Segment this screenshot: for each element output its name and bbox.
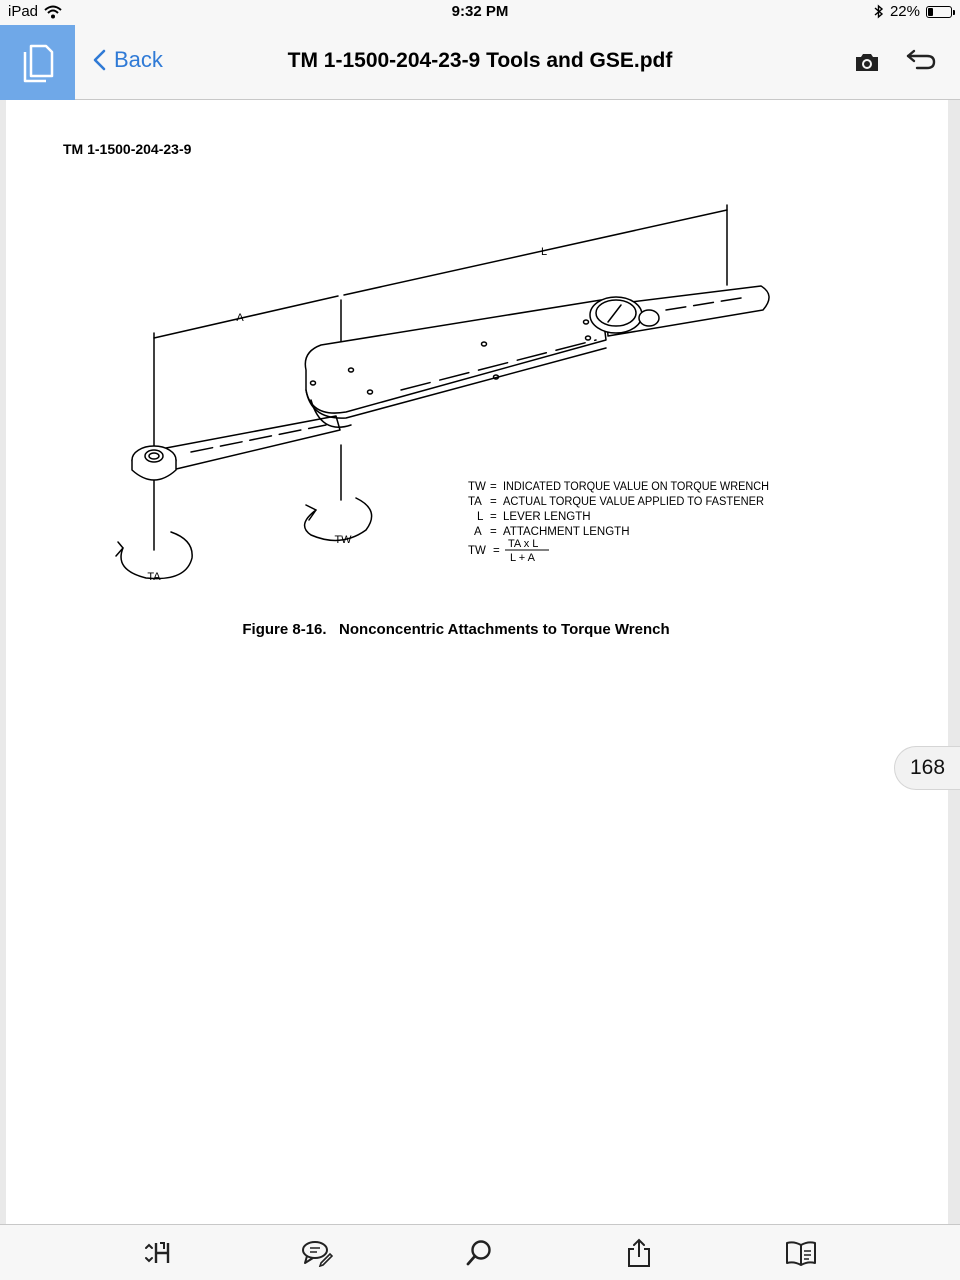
document-viewer[interactable]	[0, 100, 960, 1224]
legend-text-0: INDICATED TORQUE VALUE ON TORQUE WRENCH	[503, 481, 769, 493]
legend-eq-3: =	[490, 526, 497, 538]
camera-icon	[854, 51, 880, 73]
navigation-bar	[0, 25, 960, 100]
legend-eq-1: =	[490, 496, 497, 508]
figure-legend	[468, 481, 769, 564]
comment-icon	[301, 1239, 333, 1267]
a-dimension-line	[154, 296, 338, 338]
documents-button[interactable]	[0, 25, 75, 100]
device-name: iPad	[8, 3, 39, 20]
reader-icon	[785, 1239, 817, 1267]
legend-sym-1: TA	[468, 496, 482, 508]
battery-icon	[926, 6, 952, 18]
legend-sym-0: TW	[468, 481, 486, 493]
legend-sym-3: A	[474, 526, 482, 538]
formula-lhs: TW	[468, 545, 486, 557]
formula-eq: =	[493, 545, 500, 557]
legend-text-1: ACTUAL TORQUE VALUE APPLIED TO FASTENER	[503, 496, 764, 508]
page-number-badge[interactable]: 168	[894, 746, 960, 790]
wrench-body	[305, 300, 606, 413]
battery-percent: 22%	[889, 3, 920, 20]
l-dimension-line	[344, 210, 727, 295]
torque-wrench-figure	[6, 190, 906, 610]
thumbnails-button[interactable]	[140, 1237, 174, 1269]
legend-eq-2: =	[490, 511, 497, 523]
share-button[interactable]	[622, 1237, 656, 1269]
legend-eq-0: =	[490, 481, 497, 493]
formula-denominator: L + A	[510, 552, 535, 564]
formula-numerator: TA x L	[508, 538, 539, 550]
back-button[interactable]	[92, 47, 163, 73]
label-l: L	[540, 246, 548, 258]
battery-level	[928, 8, 933, 16]
legend-sym-2: L	[477, 511, 484, 523]
status-bar	[0, 0, 960, 25]
legend-text-3: ATTACHMENT LENGTH	[503, 526, 630, 538]
label-a: A	[236, 312, 244, 324]
back-label: Back	[114, 47, 163, 72]
bluetooth-icon	[874, 4, 884, 19]
extension-bar	[166, 416, 340, 470]
label-tw: TW	[334, 534, 352, 546]
page-header: TM 1-1500-204-23-9	[63, 141, 192, 157]
bottom-toolbar	[0, 1224, 960, 1280]
search-icon	[465, 1239, 493, 1267]
camera-button[interactable]	[854, 51, 880, 78]
figure-caption: Figure 8-16. Nonconcentric Attachments to Torque Wrench	[242, 621, 670, 638]
chevron-left-icon	[92, 49, 106, 71]
document-title: TM 1-1500-204-23-9 Tools and GSE.pdf	[287, 49, 673, 72]
legend-text-2: LEVER LENGTH	[503, 511, 591, 523]
undo-button[interactable]	[905, 47, 937, 78]
pdf-page	[6, 100, 948, 1224]
search-button[interactable]	[462, 1237, 496, 1269]
thumbnails-icon	[142, 1239, 172, 1267]
undo-icon	[905, 47, 937, 73]
clock: 9:32 PM	[451, 3, 509, 20]
reader-button[interactable]	[784, 1237, 818, 1269]
dial-gauge	[590, 297, 642, 333]
comment-button[interactable]	[300, 1237, 334, 1269]
share-icon	[625, 1238, 653, 1268]
documents-icon	[21, 43, 55, 83]
label-ta: TA	[147, 571, 161, 583]
